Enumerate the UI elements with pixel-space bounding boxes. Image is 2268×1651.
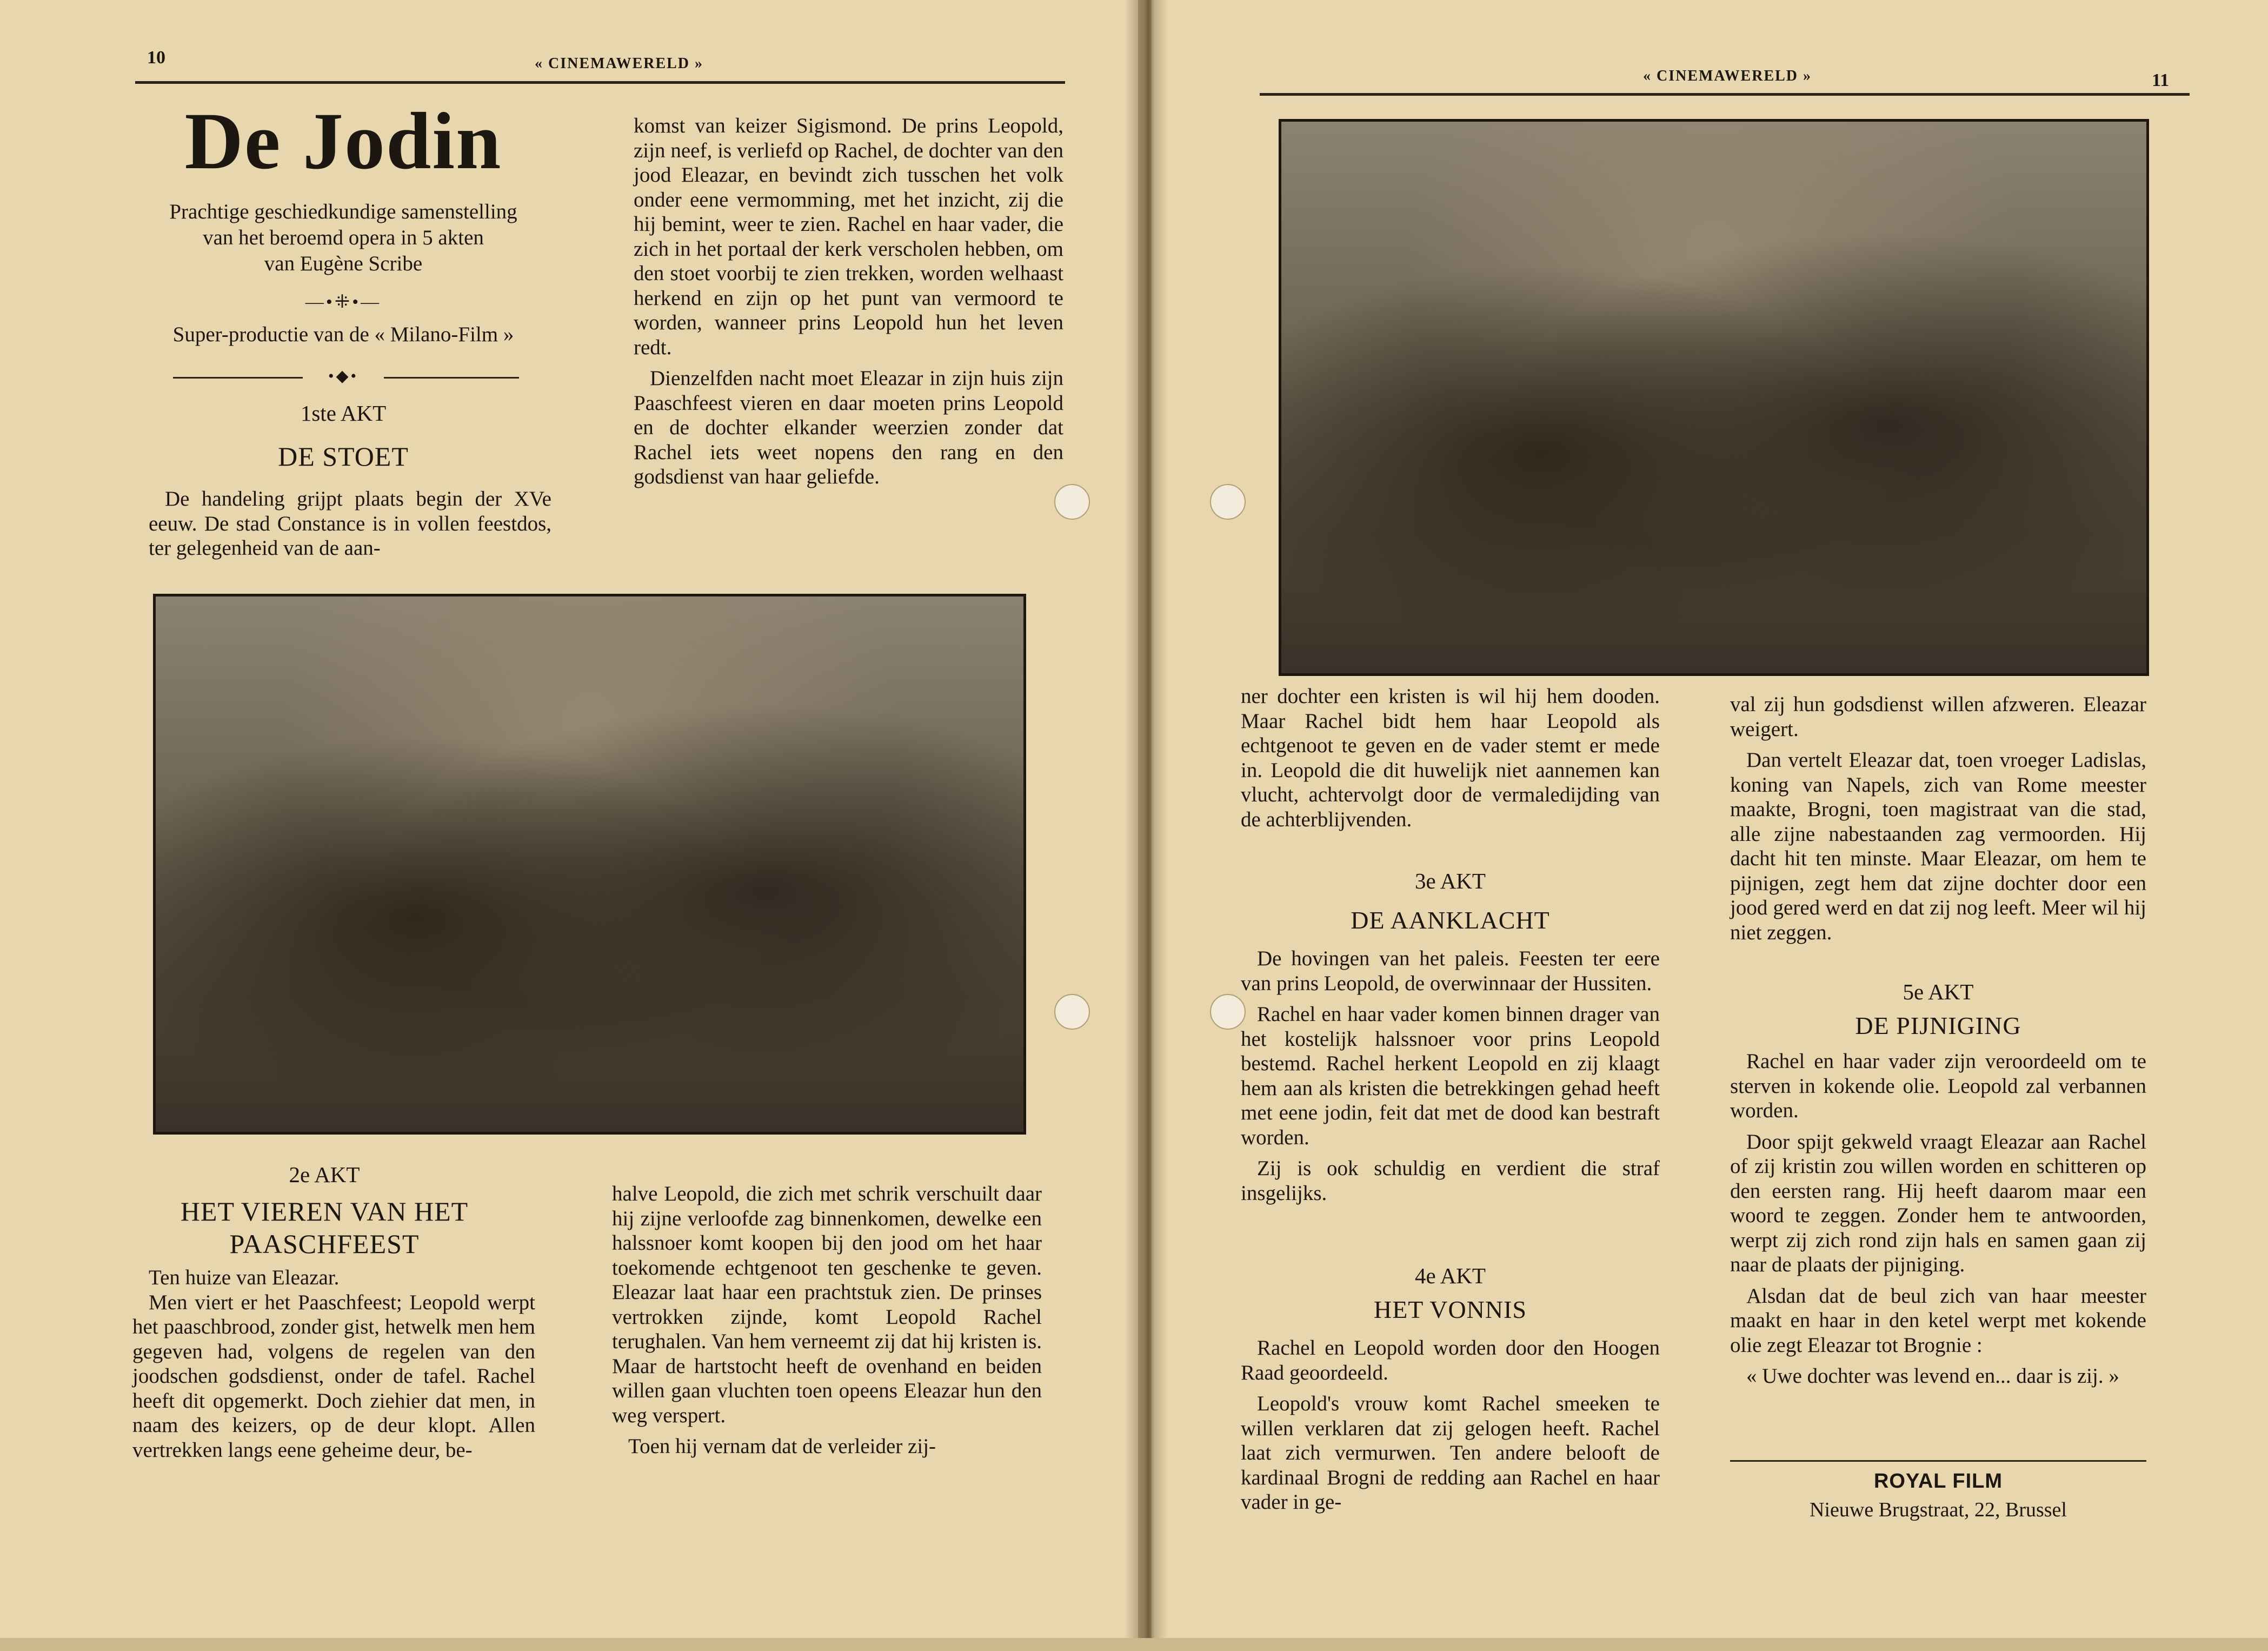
paragraph: Rachel en haar vader zijn veroordeeld om te sterven in kokende olie. Leopold zal verbannen worden. <box>1730 1050 2146 1122</box>
col-left-continuation <box>1241 684 1660 838</box>
paragraph: Rachel en Leopold worden door den Hoogen Raad geoordeeld. <box>1241 1336 1660 1384</box>
paragraph: Leopold's vrouw komt Rachel smeeken te willen verklaren dat zij gelogen heeft. Rachel laat zich vermurwen. Ten andere belooft de kardinaal Brogni de redding aan Rachel en haar vader in ge- <box>1241 1392 1660 1514</box>
act1-text-right <box>634 114 1063 496</box>
production-credit: Super-productie van de « Milano-Film » <box>172 323 514 346</box>
act2-text-left <box>132 1265 535 1469</box>
act3-title: DE AANKLACHT <box>1351 906 1550 934</box>
col-right-continuation <box>1730 692 2146 951</box>
paragraph: Ten huize van Eleazar. <box>149 1266 340 1289</box>
paragraph: val zij hun godsdienst willen afzweren. Eleazar weigert. <box>1730 693 2146 741</box>
act4-title: HET VONNIS <box>1373 1296 1527 1323</box>
act3-text <box>1241 946 1660 1212</box>
paragraph: ner dochter een kristen is wil hij hem dooden. Maar Rachel bidt hem haar Leopold als echtgenoot te geven en de vader stemt er mede in. Leopold die dit huwelijk niet aannemen kan vlucht, achtervolgt door de vermaledijding van de achterblijvenden. <box>1241 685 1660 831</box>
header-rule-left <box>135 81 1065 84</box>
paragraph: halve Leopold, die zich met schrik verschuilt daar hij zijne verloofde zag binnenkomen, dewelke een halssnoer komt koopen bij den jood om het haar toekomende echtgenoot ten geschenke te geven. Eleazar laat haar een prachtstuk zien. De prinses vertrokken zijnde, komt Leopold Rachel terughalen. Van hem verneemt zij dat hij kristen is. Maar de hartstocht heeft de ovenhand en beiden willen gaan vluchten toen opeens Eleazar hun den weg verspert. <box>612 1182 1042 1427</box>
act5-label: 5e AKT <box>1903 979 1974 1004</box>
act4-text <box>1241 1336 1660 1521</box>
royal-film-address: Nieuwe Brugstraat, 22, Brussel <box>1810 1499 2067 1521</box>
punch-hole <box>1210 484 1246 520</box>
running-head-right: « CINEMAWERELD » <box>1642 68 1812 84</box>
paragraph: Alsdan dat de beul zich van haar meester maakt en haar in den ketel werpt met kokende olie zegt Eleazar tot Brognie : <box>1730 1284 2146 1357</box>
act1-title: DE STOET <box>278 441 409 472</box>
royal-film-credit: ROYAL FILM <box>1873 1470 2003 1493</box>
act2-label: 2e AKT <box>289 1162 360 1187</box>
paragraph: komst van keizer Sigismond. De prins Leopold, zijn neef, is verliefd op Rachel, de dochter van den jood Eleazar, en bevindt zich tusschen het volk onder eene vermomming, met het inzicht, zij die hij bemint, weer te zien. Rachel en haar vader, die zich in het portaal der kerk verscholen hebben, om den stoet voorbij te zien trekken, worden welhaast herkend en zijn op het punt van vermoord te worden, wanneer prins Leopold hun het leven redt. <box>634 114 1063 359</box>
act1-text-left <box>149 487 551 567</box>
subtitle-line: van Eugène Scribe <box>264 252 423 275</box>
act2-title <box>108 1195 541 1260</box>
film-still-courtroom <box>153 594 1026 1135</box>
subtitle-line: van het beroemd opera in 5 akten <box>203 226 484 249</box>
act3-label: 3e AKT <box>1415 868 1486 893</box>
act4-label: 4e AKT <box>1415 1263 1486 1288</box>
header-rule-right <box>1260 93 2190 96</box>
paragraph: De hovingen van het paleis. Feesten ter eere van prins Leopold, de overwinnaar der Hussiten. <box>1241 947 1660 995</box>
paragraph: Zij is ook schuldig en verdient die straf insgelijks. <box>1241 1157 1660 1205</box>
punch-hole <box>1054 994 1090 1030</box>
paragraph: Rachel en haar vader komen binnen drager van het kostelijk halssnoer voor prins Leopold bestemd. Rachel herkent Leopold en zij klaagt hem aan als kristen die betrekkingen gehad heeft met eene jodin, feit dat met de dood kan bestraft worden. <box>1241 1003 1660 1149</box>
page-number-left: 10 <box>147 48 165 68</box>
large-divider-ornament: •◆• <box>303 367 384 386</box>
paper-edge-bottom <box>0 1638 2268 1651</box>
article-title: De Jodin <box>184 96 502 186</box>
book-spine-shadow <box>1125 0 1168 1651</box>
page-number-right: 11 <box>2152 70 2170 90</box>
act2-title-line: HET VIEREN VAN HET <box>180 1196 469 1226</box>
article-subtitle <box>119 199 568 277</box>
act2-title-line: PAASCHFEEST <box>229 1229 420 1259</box>
paragraph: Door spijt gekweld vraagt Eleazar aan Rachel of zij kristin zou willen worden en schitteren op den eersten rang. Hij heeft daarom maar een woord te zeggen. Zonder hem te antwoorden, werpt zij zich rond zijn hals en samen gaan zij naar de plaats der pijniging. <box>1730 1130 2146 1276</box>
running-head-left: « CINEMAWERELD » <box>534 55 704 72</box>
act2-text-right <box>612 1182 1042 1466</box>
act1-label: 1ste AKT <box>300 401 387 426</box>
act5-title: DE PIJNIGING <box>1855 1012 2021 1039</box>
paragraph: « Uwe dochter was levend en... daar is zij. » <box>1746 1364 2119 1388</box>
paragraph: Dienzelfden nacht moet Eleazar in zijn huis zijn Paaschfeest vieren en daar moeten prins Leopold en de dochter elkander weerzien zonder dat Rachel iets weet nopens den rang en den godsdienst van haar geliefde. <box>634 367 1063 488</box>
subtitle-line: Prachtige geschiedkundige samenstelling <box>169 200 517 223</box>
paragraph: Men viert er het Paaschfeest; Leopold werpt het paaschbrood, zonder gist, hetwelk men hem gegeven had, volgens de regelen van den joodschen godsdienst, onder de tafel. Rachel heeft dit opgemerkt. Doch ziehier dat men, in naam des keizers, op de deur klopt. Allen vertrekken langs eene geheime deur, be- <box>132 1290 535 1462</box>
paragraph: Toen hij vernam dat de verleider zij- <box>628 1435 936 1458</box>
film-still-crowd <box>1279 119 2149 676</box>
paragraph: De handeling grijpt plaats begin der XVe eeuw. De stad Constance is in vollen feestdos, ter gelegenheid van de aan- <box>149 487 551 560</box>
credit-rule <box>1730 1460 2146 1462</box>
paragraph: Dan vertelt Eleazar dat, toen vroeger Ladislas, koning van Napels, zich van Rome meester maakte, Brogni, toen magistraat van die stad, alle zijne nabestaanden zag vermoorden. Hij dacht hit ten minste. Maar Eleazar, om hem te pijnigen, zegt hem dat zijne dochter door een jood gered werd en dat zij nog leeft. Meer wil hij niet zeggen. <box>1730 748 2146 944</box>
punch-hole <box>1210 994 1246 1030</box>
act5-text <box>1730 1049 2146 1395</box>
right-page <box>1152 0 2268 1651</box>
punch-hole <box>1054 484 1090 520</box>
small-divider-ornament: —•⁜•— <box>305 292 382 312</box>
